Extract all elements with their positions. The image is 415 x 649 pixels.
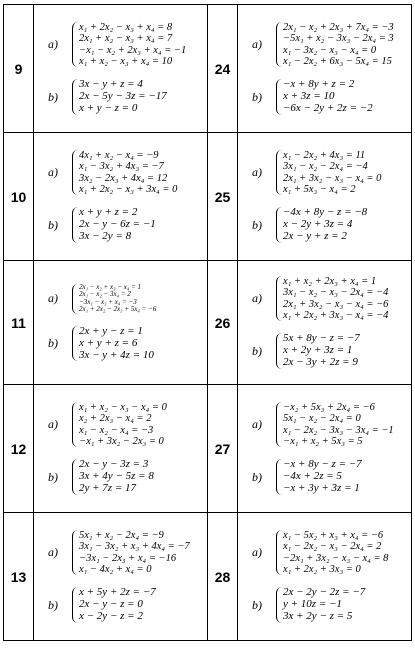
part-b [34,326,207,362]
equation: 2x₁ − x₂ − 3x₄ = 2 [79,290,131,299]
right-system-b [276,459,362,495]
table-row [4,133,412,261]
right-system-a [276,150,381,195]
part-label: a) [252,291,262,306]
left-system-a [72,22,186,67]
equation: 3x + 4y − 5z = 8 [79,470,154,483]
equation: x + y + z = 6 [79,336,138,349]
equation: 2y + 7z = 17 [79,482,137,495]
part-label: b) [252,469,262,484]
equation: 2x − 3y + 2z = 9 [283,356,358,369]
left-system-b [72,326,154,362]
left-system-a [72,150,177,195]
equation: 2x₁ − x₂ + 2x₃ + 7x₄ = −3 [283,22,394,34]
equation: −3x₁ − 2x₃ + x₄ = −16 [79,552,177,564]
equation: x₂ + 2x₃ − x₄ = 2 [79,413,152,425]
part-label: a) [48,545,58,560]
part-label: b) [48,89,58,104]
equation: 3x₁ − x₂ − 2x₄ = −4 [283,161,368,173]
equation: −3x₁ − x₃ + x₄ = −3 [79,297,137,306]
part-a [34,402,207,447]
part-b [238,207,411,243]
equation: 2x − y + z = 2 [283,230,347,243]
equation: x + 2y + 3z = 1 [283,344,353,357]
part-label: b) [252,217,262,232]
equation: 2x − 2y − 2z = −7 [283,586,366,599]
equation: x + y + z = 2 [79,206,138,219]
exercise-number: 13 [4,513,34,641]
exercise-number: 28 [208,513,238,641]
right-system-a [276,276,388,321]
equation: 2x₁ − x₂ + x₃ − x₄ = 1 [79,282,142,291]
left-system-a [72,284,156,314]
equation: 3x − 2y = 8 [79,230,132,243]
exercise-systems-cell [34,385,208,513]
equation: 2x₁ + 2x₂ − 2x₃ + 5x₄ = −6 [79,305,157,314]
part-label: a) [252,417,262,432]
part-label: a) [48,37,58,52]
exercise-systems-cell [34,513,208,641]
equation: 5x + 8y − z = −7 [283,332,360,345]
exercise-table [3,4,412,641]
equation: −x₁ − x₂ + 2x₃ + x₄ = −1 [79,44,187,56]
exercise-systems-cell [238,385,412,513]
part-label: b) [252,343,262,358]
exercise-systems-cell [34,5,208,133]
equation: 3x + 2y − z = 5 [283,610,353,623]
table-row [4,5,412,133]
right-system-a [276,530,388,575]
left-system-b [72,79,167,115]
left-system-a [72,530,190,575]
equation: 5x₁ − x₂ − 2x₄ = 0 [283,413,361,425]
exercise-number: 25 [208,133,238,261]
right-system-b [276,333,360,369]
part-a [238,150,411,195]
equation: x₁ + 5x₃ − x₄ = 2 [283,184,356,196]
equation: x₁ + 2x₂ − x₃ + 3x₄ = 0 [79,184,178,196]
left-system-b [72,459,154,495]
part-b [238,459,411,495]
equation: x₁ − 4x₂ + x₄ = 0 [79,564,152,576]
equation: x₁ + x₂ − x₃ − x₄ = 0 [79,402,167,414]
part-label: a) [48,417,58,432]
equation: 4x₁ + x₂ − x₄ = −9 [79,150,159,162]
equation: −5x₁ + x₂ − 3x₃ − 2x₄ = 3 [283,33,394,45]
equation: −x₂ + 5x₃ + 2x₄ = −6 [283,402,375,414]
equation: 2x − y − z = 0 [79,598,143,611]
exercise-systems-cell [34,261,208,385]
part-label: a) [252,165,262,180]
part-label: b) [48,217,58,232]
equation: x₁ + 2x₂ − x₃ + x₄ = 8 [79,22,173,34]
equation: x₁ − 2x₂ + 6x₃ − 5x₄ = 15 [283,56,392,68]
equation: 2x₁ + 3x₂ − x₃ − x₄ = 0 [283,172,382,184]
table-row [4,513,412,641]
exercise-number: 26 [208,261,238,385]
equation: 3x₁ − x₂ − x₃ − 2x₄ = −4 [283,287,389,299]
equation: 2x + y − z = 1 [79,324,143,337]
equation: 2x₁ + x₂ − x₃ + x₄ = 7 [79,33,173,45]
equation: −6x − 2y + 2z = −2 [283,102,373,115]
exercise-systems-cell [238,5,412,133]
part-a [34,22,207,67]
equation: x₁ − x₂ − x₄ = −3 [79,424,154,436]
left-system-b [72,207,156,243]
equation: x − 2y − z = 2 [79,610,143,623]
equation: x + 5y + 2z = −7 [79,586,156,599]
part-label: a) [48,291,58,306]
right-system-a [276,22,394,67]
exercise-number: 12 [4,385,34,513]
left-system-a [72,402,167,447]
equation: x₁ + 2x₂ + 3x₃ = 0 [283,564,361,576]
equation: x₁ + x₂ − x₃ + x₄ = 10 [79,56,173,68]
right-system-b [276,207,367,243]
table-row [4,385,412,513]
exercise-systems-cell [238,513,412,641]
right-system-b [276,587,365,623]
part-b [34,79,207,115]
part-b [34,207,207,243]
equation: y + 10z = −1 [283,598,342,611]
equation: −4x + 8y − z = −8 [283,206,368,219]
part-label: b) [252,89,262,104]
right-system-a [276,402,394,447]
part-label: a) [48,165,58,180]
exercise-number: 10 [4,133,34,261]
equation: 2x − y − 6z = −1 [79,218,156,231]
equation: x₁ + 2x₂ + 3x₃ − x₄ = −4 [283,310,389,322]
equation: −x + 3y + 3z = 1 [283,482,360,495]
part-b [34,459,207,495]
exercise-number: 27 [208,385,238,513]
part-b [238,79,411,115]
equation: −4x + 2z = 5 [283,470,342,483]
equation: x₁ − 2x₂ + 4x₃ = 11 [283,150,366,162]
part-a [34,150,207,195]
part-label: b) [252,597,262,612]
equation: x₁ − 2x₂ − x₃ − 2x₄ = 2 [283,541,382,553]
part-b [34,587,207,623]
left-system-b [72,587,156,623]
part-a [238,530,411,575]
table-row [4,261,412,385]
equation: −x + 8y + z = 2 [283,78,355,91]
part-a [34,284,207,314]
part-label: b) [48,469,58,484]
equation: x₁ + x₂ + 2x₃ + x₄ = 1 [283,276,377,288]
equation: 3x − y + 4z = 10 [79,348,154,361]
right-system-b [276,79,373,115]
equation: x + y − z = 0 [79,102,138,115]
equation: 2x − y − 3z = 3 [79,458,149,471]
equation: −2x₁ + 3x₂ − x₃ − x₄ = 8 [283,552,389,564]
part-label: a) [252,545,262,560]
exercise-systems-cell [34,133,208,261]
part-b [238,333,411,369]
exercise-systems-cell [238,261,412,385]
equation: x₁ − 5x₂ + x₃ + x₄ = −6 [283,530,384,542]
part-label: b) [48,597,58,612]
part-a [34,530,207,575]
exercise-number: 24 [208,5,238,133]
equation: 3x₂ − 2x₃ + 4x₄ = 12 [79,172,168,184]
equation: 5x₁ + x₂ − 2x₄ = −9 [79,530,164,542]
part-b [238,587,411,623]
exercise-number: 11 [4,261,34,385]
part-label: a) [252,37,262,52]
equation: 3x₁ − 3x₂ + x₃ + 4x₄ = −7 [79,541,190,553]
equation: −x₁ + x₂ + 5x₃ = 5 [283,436,363,448]
equation: x + 3z = 10 [283,90,335,103]
exercise-number: 9 [4,5,34,133]
equation: 3x − y + z = 4 [79,78,143,91]
exercise-systems-cell [238,133,412,261]
equation: x − 2y + 3z = 4 [283,218,353,231]
part-label: b) [48,336,58,351]
part-a [238,276,411,321]
part-a [238,402,411,447]
exercise-table-body [4,5,412,641]
equation: −x₁ + 3x₂ − 2x₃ = 0 [79,436,164,448]
equation: x₁ − 3x₂ − x₃ − x₄ = 0 [283,44,377,56]
equation: x₁ − 3x₂ + 4x₃ = −7 [79,161,164,173]
equation: −x + 8y − z = −7 [283,458,362,471]
part-a [238,22,411,67]
equation: x₁ − 2x₂ − 3x₃ − 3x₄ = −1 [283,424,394,436]
equation: 2x − 5y − 3z = −17 [79,90,167,103]
equation: 2x₁ + 3x₂ − x₃ − x₄ = −6 [283,298,389,310]
